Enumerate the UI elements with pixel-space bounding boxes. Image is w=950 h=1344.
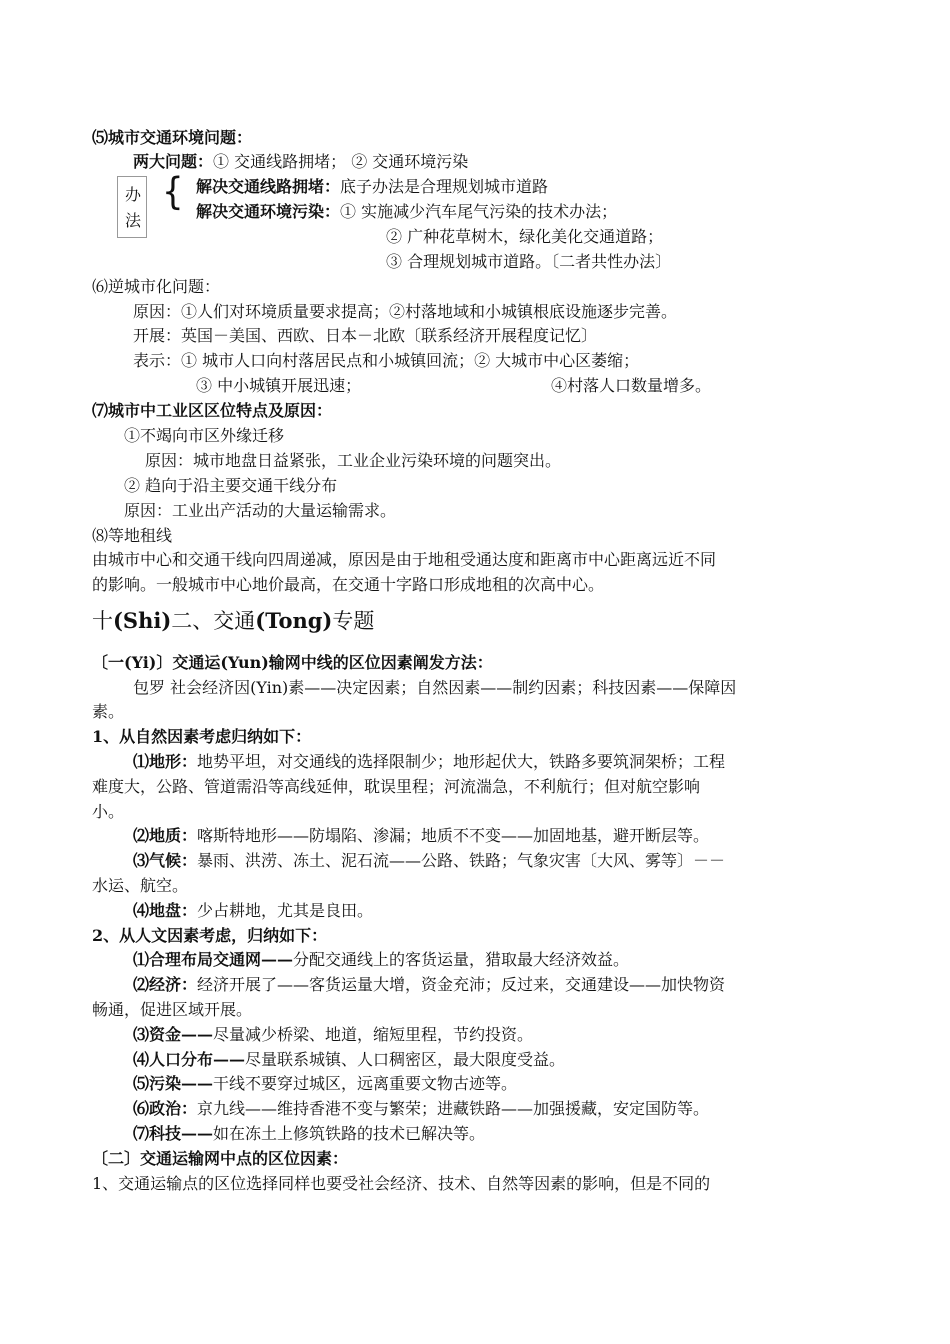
human-funding-text: 尽量减少桥梁、地道，缩短里程，节约投资。 — [213, 1025, 534, 1044]
left-brace: { — [162, 170, 184, 214]
point-factors-line-1: 1、交通运输点的区位选择同样也要受社会经济、技术、自然等因素的影响，但是不同的 — [92, 1174, 711, 1193]
counter-urbanization-development: 开展：英国－美国、西欧、日本－北欧〔联系经济开展程度记忆〕 — [133, 326, 598, 345]
counter-urbanization-sign-4: ④村落人口数量增多。 — [551, 376, 712, 395]
natural-climate-line-2: 水运、航空。 — [92, 876, 189, 895]
heading-human-factors: 2、从人文因素考虑，归纳如下： — [92, 926, 328, 945]
human-politics — [133, 1097, 709, 1121]
human-network-layout-label: ⑴合理布局交通网—— — [133, 950, 294, 969]
heading-point-location-factors: 〔二〕交通运输网中点的区位因素： — [92, 1149, 349, 1168]
natural-climate-label: ⑶气候： — [133, 851, 198, 870]
heading-natural-factors: 1、从自然因素考虑归纳如下： — [92, 727, 312, 746]
industrial-reason-1: 原因：城市地盘日益紧张，工业企业污染环境的问题突出。 — [145, 451, 562, 470]
heading-counter-urbanization: ⑹逆城市化问题： — [92, 277, 221, 296]
heading-traffic-environment: ⑸城市交通环境问题： — [92, 128, 253, 147]
human-pollution-text: 干线不要穿过城区，远离重要文物古迹等。 — [213, 1074, 518, 1093]
human-economy-label: ⑵经济： — [133, 975, 198, 994]
human-pollution — [133, 1072, 517, 1096]
natural-terrain-line-3: 小。 — [92, 802, 125, 821]
section-title-part-1: 十 — [92, 609, 113, 633]
human-technology — [133, 1122, 485, 1146]
human-network-layout — [133, 948, 629, 972]
human-economy-text: 经济开展了——客货运量大增，资金充沛；反过来，交通建设——加快物资 — [197, 975, 726, 994]
factors-summary-line-2: 素。 — [92, 702, 125, 721]
natural-land-label: ⑷地盘： — [133, 901, 198, 920]
human-technology-text: 如在冻土上修筑铁路的技术已解决等。 — [213, 1124, 486, 1143]
natural-geology — [133, 824, 709, 848]
natural-land-text: 少占耕地，尤其是良田。 — [197, 901, 374, 920]
human-politics-text: 京九线——维持香港不变与繁荣；进藏铁路——加强援藏，安定国防等。 — [197, 1099, 710, 1118]
solution-congestion-label: 解决交通线路拥堵： — [196, 177, 341, 196]
human-network-layout-text: 分配交通线上的客货运量，猎取最大经济效益。 — [293, 950, 630, 969]
human-population — [133, 1048, 565, 1072]
human-funding-label: ⑶资金—— — [133, 1025, 214, 1044]
two-problems-text: ① 交通线路拥堵； ② 交通环境污染 — [213, 152, 469, 171]
solution-pollution-text: ① 实施减少汽车尾气污染的技术办法； — [340, 202, 618, 221]
industrial-feature-2: ② 趋向于沿主要交通干线分布 — [124, 476, 338, 495]
natural-geology-text: 喀斯特地形——防塌陷、渗漏；地质不不变——加固地基，避开断层等。 — [197, 826, 710, 845]
two-problems-label: 两大问题： — [133, 152, 214, 171]
human-economy — [133, 973, 725, 997]
heading-line-location-factors: 〔一(Yi)〕交通运(Yun)输网中线的区位因素阐发方法： — [92, 653, 493, 672]
method-char-2: 法 — [125, 211, 142, 230]
factors-summary-line-1: 包罗 社会经济因(Yin)素——决定因素；自然因素——制约因素；科技因素——保障因 — [133, 678, 737, 697]
solution-congestion-text: 底子办法是合理规划城市道路 — [340, 177, 549, 196]
natural-terrain — [133, 750, 725, 774]
counter-urbanization-signs: 表示：① 城市人口向村落居民点和小城镇回流；② 大城市中心区萎缩； — [133, 351, 640, 370]
industrial-reason-2: 原因：工业出产活动的大量运输需求。 — [124, 501, 397, 520]
method-label-box — [117, 176, 147, 238]
human-population-text: 尽量联系城镇、人口稠密区，最大限度受益。 — [245, 1050, 566, 1069]
natural-land — [133, 899, 373, 923]
solution-pollution-label: 解决交通环境污染： — [196, 202, 341, 221]
human-funding — [133, 1023, 533, 1047]
human-politics-label: ⑹政治： — [133, 1099, 198, 1118]
human-population-label: ⑷人口分布—— — [133, 1050, 246, 1069]
section-title-part-3: 二、交通 — [171, 609, 256, 633]
heading-isorent-line: ⑻等地租线 — [92, 526, 173, 545]
human-technology-label: ⑺科技—— — [133, 1124, 214, 1143]
human-pollution-label: ⑸污染—— — [133, 1074, 214, 1093]
solution-congestion — [196, 175, 548, 199]
section-title-part-5: 专题 — [332, 609, 375, 633]
solution-pollution — [196, 200, 617, 224]
human-economy-line-2: 畅通，促进区域开展。 — [92, 1000, 253, 1019]
natural-geology-label: ⑵地质： — [133, 826, 198, 845]
natural-terrain-text: 地势平坦，对交通线的选择限制少；地形起伏大，铁路多要筑洞架桥；工程 — [197, 752, 726, 771]
natural-terrain-line-2: 难度大，公路、管道需沿等高线延伸，耽误里程；河流湍急，不利航行；但对航空影响 — [92, 777, 701, 796]
industrial-feature-1: ①不竭向市区外缘迁移 — [124, 426, 285, 445]
section-title-part-4: (Tong) — [255, 608, 333, 633]
natural-terrain-label: ⑴地形： — [133, 752, 198, 771]
natural-climate — [133, 849, 725, 873]
isorent-paragraph-line-1: 由城市中心和交通干线向四周递减，原因是由于地租受通达度和距离市中心距离远近不同 — [92, 550, 717, 569]
counter-urbanization-sign-3: ③ 中小城镇开展迅速； — [196, 376, 362, 395]
solution-pollution-3: ③ 合理规划城市道路。〔二者共性办法〕 — [386, 252, 672, 271]
counter-urbanization-cause: 原因：①人们对环境质量要求提高；②村落地域和小城镇根底设施逐步完善。 — [133, 302, 678, 321]
section-title-transport — [92, 606, 374, 636]
heading-industrial-zone: ⑺城市中工业区区位特点及原因： — [92, 401, 333, 420]
natural-climate-text: 暴雨、洪涝、冻土、泥石流——公路、铁路；气象灾害〔大风、雾等〕－－ — [197, 851, 726, 870]
solution-pollution-2: ② 广种花草树木，绿化美化交通道路； — [386, 227, 664, 246]
section-title-part-2: (Shi) — [113, 608, 172, 633]
method-char-1: 办 — [125, 185, 142, 204]
isorent-paragraph-line-2: 的影响。一般城市中心地价最高，在交通十字路口形成地租的次高中心。 — [92, 575, 605, 594]
